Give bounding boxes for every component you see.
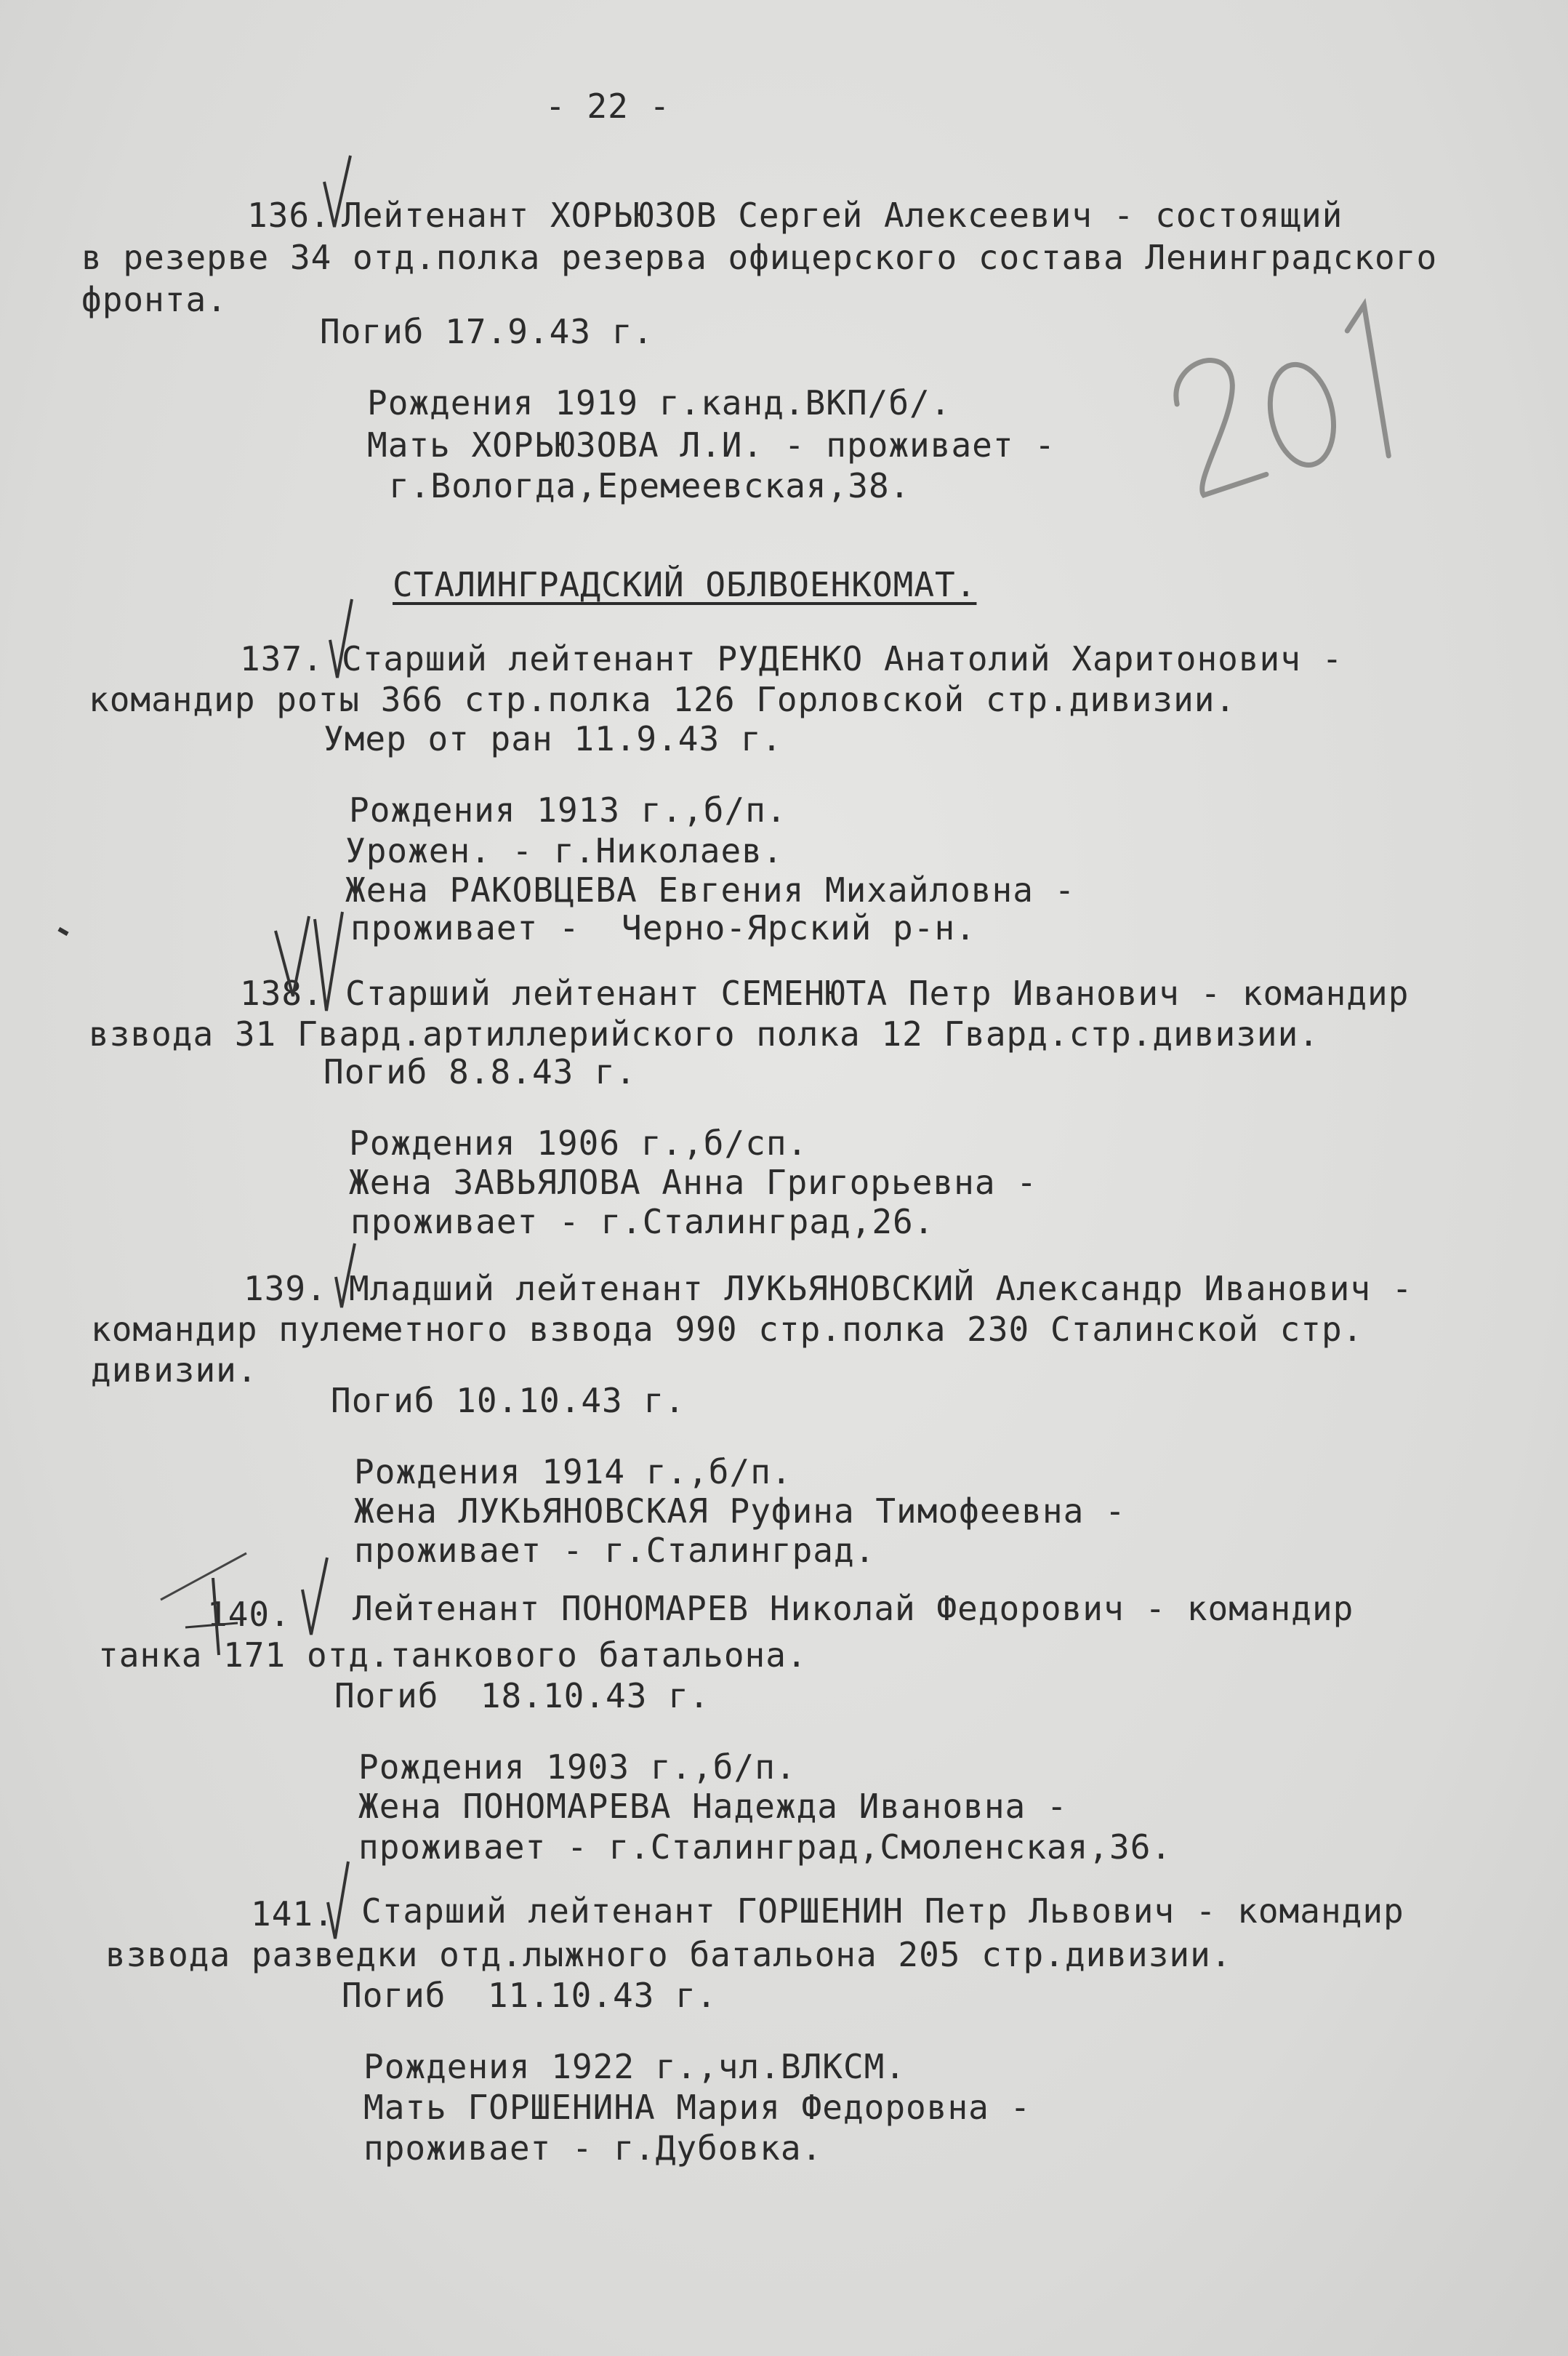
- entry-line: проживает - Черно-Ярский р-н.: [350, 908, 976, 947]
- entry-line: взвода 31 Гвард.артиллерийского полка 12 Гвард.стр.дивизии.: [89, 1014, 1319, 1054]
- check-mark-icon: [323, 1859, 360, 1946]
- entry-line: Жена ПОНОМАРЕВА Надежда Ивановна -: [358, 1787, 1068, 1826]
- entry-line: дивизии.: [91, 1350, 258, 1390]
- entry-line: Младший лейтенант ЛУКЬЯНОВСКИЙ Александр Иванович -: [349, 1269, 1413, 1308]
- entry-number: 136.: [247, 196, 331, 235]
- entry-death-line: Погиб 18.10.43 г.: [334, 1676, 710, 1715]
- entry-death-line: Погиб 17.9.43 г.: [320, 312, 654, 351]
- entry-line: Жена ЗАВЬЯЛОВА Анна Григорьевна -: [349, 1163, 1037, 1202]
- entry-line: Рождения 1903 г.,б/п.: [358, 1747, 797, 1787]
- entry-line: проживает - г.Дубовка.: [363, 2128, 823, 2168]
- entry-line: Лейтенант ХОРЬЮЗОВ Сергей Алексеевич - состоящий: [342, 196, 1343, 235]
- entry-line: Жена ЛУКЬЯНОВСКАЯ Руфина Тимофеевна -: [354, 1491, 1126, 1531]
- entry-line: проживает - г.Сталинград,Смоленская,36.: [358, 1827, 1173, 1867]
- entry-line: фронта.: [81, 280, 228, 319]
- entry-death-line: Погиб 10.10.43 г.: [331, 1381, 686, 1420]
- entry-death-line: Погиб 11.10.43 г.: [342, 1976, 717, 2015]
- entry-line: Жена РАКОВЦЕВА Евгения Михайловна -: [345, 870, 1076, 910]
- entry-line: в резерве 34 отд.полка резерва офицерского состава Ленинградского: [81, 238, 1438, 277]
- entry-number: 139.: [244, 1269, 327, 1308]
- entry-line: Рождения 1919 г.канд.ВКП/б/.: [367, 383, 952, 422]
- entry-death-line: Погиб 8.8.43 г.: [323, 1052, 637, 1091]
- entry-number: 138.: [240, 974, 323, 1013]
- page-number: - 22 -: [545, 87, 671, 126]
- check-mark-icon: [327, 596, 363, 684]
- double-check-mark-icon: [273, 909, 367, 1018]
- entry-line: Мать ХОРЬЮЗОВА Л.И. - проживает -: [367, 425, 1056, 465]
- entry-death-line: Умер от ран 11.9.43 г.: [323, 719, 783, 758]
- margin-mark: [57, 927, 68, 936]
- entry-line: Рождения 1922 г.,чл.ВЛКСМ.: [363, 2047, 906, 2086]
- check-mark-icon: [320, 153, 356, 233]
- entry-number: 137.: [240, 639, 323, 678]
- entry-line: Урожен. - г.Николаев.: [345, 831, 784, 870]
- cross-mark-icon: [156, 1549, 251, 1658]
- entry-line: Рождения 1906 г.,б/сп.: [349, 1123, 808, 1163]
- entry-line: проживает - г.Сталинград,26.: [350, 1202, 935, 1241]
- check-mark-icon: [298, 1553, 342, 1640]
- entry-line: Старший лейтенант СЕМЕНЮТА Петр Иванович - командир: [345, 974, 1410, 1013]
- entry-number: 140.: [207, 1595, 291, 1634]
- handwritten-201-icon: [1145, 265, 1458, 521]
- entry-line: Рождения 1913 г.,б/п.: [349, 790, 787, 830]
- entry-line: Старший лейтенант ГОРШЕНИН Петр Львович - командир: [361, 1891, 1404, 1931]
- entry-line: Лейтенант ПОНОМАРЕВ Николай Федорович - командир: [353, 1589, 1354, 1628]
- entry-line: г.Вологда,Еремеевская,38.: [389, 466, 911, 505]
- entry-line: взвода разведки отд.лыжного батальона 205 стр.дивизии.: [105, 1935, 1232, 1974]
- entry-line: танка 171 отд.танкового батальона.: [98, 1635, 808, 1675]
- handwritten-page-number: [1145, 265, 1458, 524]
- entry-line: Рождения 1914 г.,б/п.: [354, 1452, 792, 1491]
- entry-number: 141.: [251, 1894, 334, 1934]
- section-heading: СТАЛИНГРАДСКИЙ ОБЛВОЕНКОМАТ.: [393, 565, 977, 604]
- entry-line: Мать ГОРШЕНИНА Мария Федоровна -: [363, 2088, 1032, 2127]
- check-mark-icon: [333, 1241, 362, 1313]
- entry-line: проживает - г.Сталинград.: [354, 1531, 876, 1570]
- entry-line: Старший лейтенант РУДЕНКО Анатолий Харитонович -: [342, 639, 1343, 678]
- entry-line: командир пулеметного взвода 990 стр.полка 230 Сталинской стр.: [91, 1310, 1364, 1349]
- entry-line: командир роты 366 стр.полка 126 Горловской стр.дивизии.: [89, 680, 1237, 719]
